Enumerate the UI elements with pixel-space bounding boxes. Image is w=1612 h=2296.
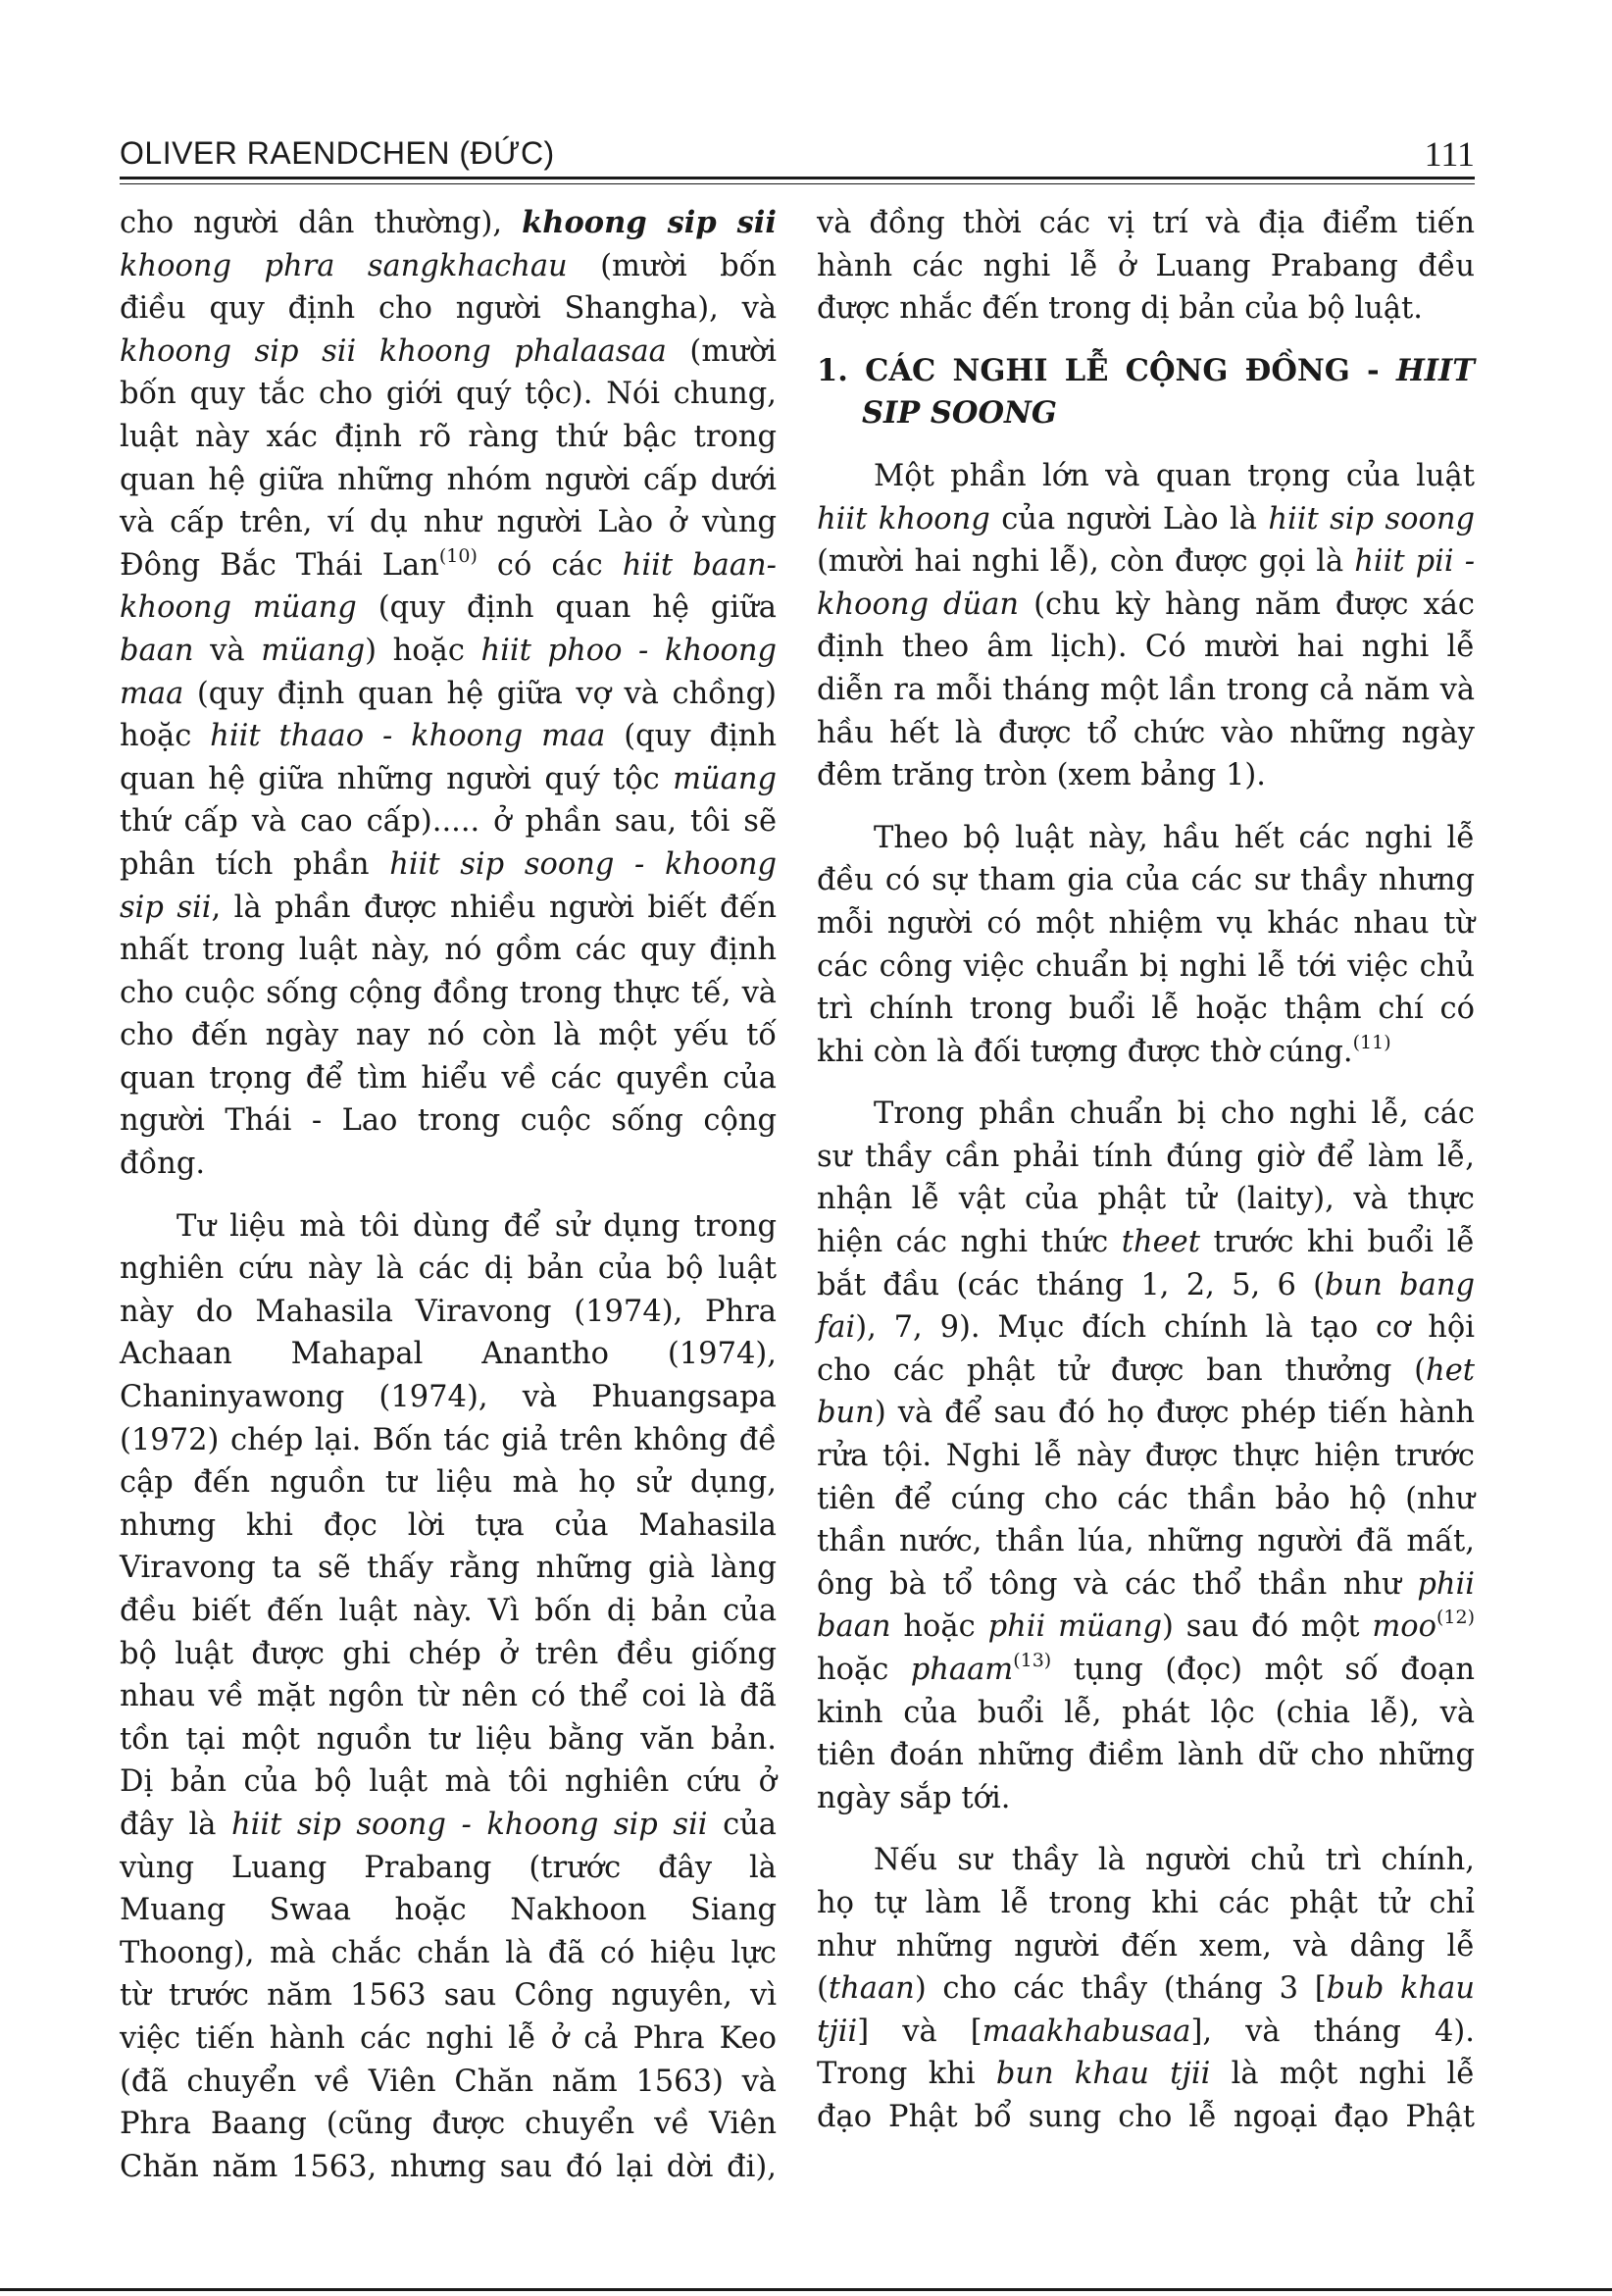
text-line	[817, 287, 1475, 331]
text-run: ) sau đó một	[1162, 1609, 1373, 1645]
text-line	[120, 800, 777, 843]
text-run: (đã chuyển về Viên Chăn năm 1563) và	[120, 2064, 777, 2099]
text-run: hoặc	[817, 1653, 911, 1687]
emphasis-run: phaam	[910, 1653, 1014, 1687]
text-run: của người Lào là	[989, 501, 1269, 536]
text-run: định theo âm lịch). Có mười hai nghi lễ	[817, 630, 1475, 665]
emphasis-run: bub khau	[1326, 1971, 1476, 2007]
text-run: cho người dân thường),	[120, 206, 523, 240]
text-line	[120, 2146, 777, 2189]
text-line	[817, 1306, 1475, 1350]
text-line	[120, 1248, 777, 1291]
text-line	[817, 1221, 1475, 1264]
text-run: nghiên cứu này là các dị bản của bộ luật	[120, 1251, 777, 1287]
text-line	[817, 1520, 1475, 1563]
text-line	[120, 416, 777, 459]
text-line	[120, 1760, 777, 1804]
header-rule-thin	[120, 183, 1475, 184]
emphasis-run: khoong sip sii khoong phalaasaa	[120, 333, 667, 369]
emphasis-run: hiit sip soong - khoong sip sii	[230, 1807, 708, 1842]
text-run: (1972) chép lại. Bốn tác giả trên không đề	[120, 1422, 777, 1457]
text-line	[817, 1392, 1475, 1435]
text-line	[120, 972, 777, 1015]
paragraph-gap	[817, 1073, 1475, 1093]
text-run: Chăn năm 1563, nhưng sau đó lại dời đi),	[120, 2149, 777, 2184]
text-line	[120, 1974, 777, 2017]
text-run: Dị bản của bộ luật mà tôi nghiên cứu ở	[120, 1764, 777, 1800]
text-run: đều biết đến luật này. Vì bốn dị bản của	[120, 1594, 777, 1628]
text-line	[817, 754, 1475, 797]
emphasis-run: bun bang	[1325, 1267, 1475, 1302]
paragraph-gap	[120, 1186, 777, 1205]
emphasis-run: sip sii	[120, 890, 212, 925]
text-run: nhất trong luật này, nó gồm các quy định	[120, 933, 777, 968]
text-run: 1. CÁC NGHI LỄ CỘNG ĐỒNG -	[817, 352, 1396, 388]
paragraph-gap	[817, 1819, 1475, 1839]
text-run: Muang Swaa hoặc Nakhoon Siang	[120, 1893, 777, 1928]
text-line	[120, 1291, 777, 1334]
emphasis-run: phii	[1417, 1566, 1475, 1602]
text-run: quan hệ giữa những nhóm người cấp dưới	[120, 462, 777, 497]
paragraph-gap	[817, 331, 1475, 350]
emphasis-run: maa	[120, 676, 184, 711]
text-run: điều quy định cho người Shangha), và	[120, 291, 777, 327]
text-run: đồng.	[120, 1147, 206, 1182]
text-line	[817, 988, 1475, 1031]
text-line	[120, 1014, 777, 1057]
text-line	[120, 287, 777, 331]
right-column	[817, 202, 1475, 2139]
text-line	[120, 887, 777, 930]
text-run: đạo Phật bổ sung cho lễ ngoại đạo Phật	[817, 2099, 1475, 2134]
text-run: có các	[477, 547, 623, 583]
text-line	[120, 459, 777, 502]
text-run: (mười	[666, 333, 777, 369]
text-line	[120, 1718, 777, 1761]
text-run: quan trọng để tìm hiểu về các quyền của	[120, 1060, 777, 1096]
text-line	[120, 373, 777, 416]
text-line	[120, 1889, 777, 1932]
emphasis-run: SIP SOONG	[862, 395, 1057, 432]
text-line	[120, 2017, 777, 2061]
text-line	[817, 1649, 1475, 1692]
text-run: họ tự làm lễ trong khi các phật tử chỉ	[817, 1885, 1475, 1920]
text-line	[817, 2053, 1475, 2096]
text-line	[817, 859, 1475, 902]
text-line	[817, 1178, 1475, 1221]
text-line	[120, 1419, 777, 1462]
footnote-ref: (11)	[1352, 1031, 1391, 1053]
text-run: và đồng thời các vị trí và địa điểm tiến	[817, 206, 1475, 240]
left-column	[120, 202, 777, 2188]
text-line	[817, 1839, 1475, 1882]
text-run: nhau về mặt ngôn từ nên có thể coi là đã	[120, 1679, 777, 1714]
text-line	[120, 544, 777, 587]
text-run: vùng Luang Prabang (trước đây là	[120, 1850, 777, 1885]
text-line	[120, 1675, 777, 1718]
text-run: tồn tại một nguồn tư liệu bằng văn bản.	[120, 1721, 777, 1757]
text-run: này do Mahasila Viravong (1974), Phra	[120, 1294, 777, 1329]
text-run: khi còn là đối tượng được thờ cúng.	[817, 1034, 1353, 1069]
text-run: (chu kỳ hàng năm được xác	[1019, 587, 1475, 622]
text-line	[817, 2011, 1475, 2054]
text-run: tụng (đọc) một số đoạn	[1051, 1653, 1475, 1687]
text-line	[120, 331, 777, 374]
text-run: rửa tội. Nghi lễ này được thực hiện trước	[817, 1439, 1475, 1474]
text-run: cập đến nguồn tư liệu mà họ sử dụng,	[120, 1465, 777, 1501]
emphasis-run: hiit khoong	[817, 501, 990, 536]
text-line	[817, 540, 1475, 584]
emphasis-run: müang	[673, 761, 777, 796]
text-run: Phra Baang (cũng được chuyển về Viên	[120, 2107, 777, 2142]
emphasis-run: bun	[817, 1396, 875, 1431]
text-run: ), 7, 9). Mục đích chính là tạo cơ hội	[855, 1310, 1475, 1346]
text-run: ] và [	[857, 2014, 982, 2049]
emphasis-run: hiit baan-	[622, 547, 777, 583]
emphasis-run: moo	[1372, 1609, 1436, 1645]
bottom-rule	[0, 2288, 1612, 2291]
text-run: Viravong ta sẽ thấy rằng những già làng	[120, 1551, 777, 1586]
text-line	[817, 1606, 1475, 1649]
text-run: người Thái - Lao trong cuộc sống cộng	[120, 1103, 777, 1139]
text-run: tiên đoán những điềm lành dữ cho những	[817, 1738, 1475, 1773]
text-line	[120, 630, 777, 673]
text-run: (	[817, 1971, 829, 2007]
emphasis-run: hiit sip soong	[1268, 501, 1476, 536]
text-run: và	[193, 633, 262, 668]
text-line	[120, 1505, 777, 1548]
text-run: Theo bộ luật này, hầu hết các nghi lễ	[874, 820, 1475, 855]
text-line	[817, 945, 1475, 989]
emphasis-run: hiit thaao - khoong maa	[210, 719, 606, 754]
text-line	[817, 712, 1475, 755]
text-run: thần nước, thần lúa, những người đã mất,	[817, 1524, 1475, 1559]
text-run: Một phần lớn và quan trọng của luật	[874, 458, 1475, 493]
text-line	[120, 758, 777, 801]
text-run: và cấp trên, ví dụ như người Lào ở vùng	[120, 505, 777, 540]
paragraph-gap	[817, 435, 1475, 455]
emphasis-run: fai	[817, 1310, 856, 1346]
text-line	[817, 1882, 1475, 1925]
text-run: của	[707, 1807, 777, 1842]
emphasis-run: maakhabusaa	[982, 2014, 1191, 2049]
text-run: (mười hai nghi lễ), còn được gọi là	[817, 544, 1355, 580]
text-run: được nhắc đến trong dị bản của bộ luật.	[817, 291, 1423, 327]
text-run: hiện các nghi thức	[817, 1225, 1122, 1260]
text-line	[817, 202, 1475, 245]
text-line	[120, 1633, 777, 1676]
text-line	[120, 929, 777, 972]
text-line	[817, 1967, 1475, 2011]
text-run: (quy định quan hệ giữa	[356, 590, 777, 626]
emphasis-run: müang	[261, 633, 366, 668]
text-line	[120, 245, 777, 288]
text-line	[817, 1925, 1475, 1968]
text-line	[120, 1932, 777, 1975]
text-run: ], và tháng 4).	[1190, 2014, 1475, 2049]
text-run: đều có sự tham gia của các sư thầy nhưng	[817, 863, 1475, 898]
text-line	[120, 1461, 777, 1505]
text-run: đêm trăng tròn (xem bảng 1).	[817, 758, 1266, 793]
text-line	[817, 669, 1475, 712]
text-line	[817, 1478, 1475, 1521]
text-run: Achaan Mahapal Anantho (1974),	[120, 1337, 777, 1372]
text-line	[817, 455, 1475, 498]
emphasis-run: theet	[1121, 1225, 1200, 1260]
emphasis-run: khoong phra sangkhachau	[120, 248, 568, 283]
text-line	[817, 1563, 1475, 1607]
text-line	[120, 843, 777, 887]
header-rule	[120, 177, 1475, 179]
text-line	[817, 1350, 1475, 1393]
text-run: bốn quy tắc cho giới quý tộc). Nói chung,	[120, 377, 777, 412]
emphasis-run: bun khau tjii	[995, 2057, 1211, 2092]
emphasis-run: hiit phoo - khoong	[480, 633, 778, 668]
emphasis-run: phii müang	[987, 1609, 1163, 1645]
page-header	[120, 129, 1475, 173]
text-run: (quy định quan hệ giữa vợ và chồng)	[183, 676, 777, 711]
text-line	[817, 1777, 1475, 1820]
text-line	[120, 1143, 777, 1186]
text-run: hoặc	[120, 719, 211, 754]
text-line	[817, 1031, 1475, 1074]
section-heading-line	[817, 350, 1475, 393]
running-head: OLIVER RAENDCHEN (ĐỨC)	[120, 135, 555, 171]
text-run: hầu hết là được tổ chức vào những ngày	[817, 715, 1475, 750]
text-line	[120, 2103, 777, 2146]
text-run: (quy định	[605, 719, 778, 754]
text-line	[817, 1264, 1475, 1307]
emphasis-run: HIIT	[1395, 352, 1475, 388]
text-run: quan hệ giữa những người quý tộc	[120, 761, 674, 796]
text-run: ) và để sau đó họ được phép tiến hành	[874, 1396, 1475, 1431]
text-run: tiên để cúng cho các thần bảo hộ (như	[817, 1481, 1475, 1516]
emphasis-run: khoong sip sii	[522, 205, 777, 240]
text-line	[120, 1057, 777, 1100]
text-run: diễn ra mỗi tháng một lần trong cả năm và	[817, 672, 1475, 707]
text-run: phân tích phần	[120, 846, 390, 882]
footnote-ref: (13)	[1013, 1649, 1052, 1671]
text-run: ) hoặc	[365, 633, 481, 668]
page-number: 111	[1424, 134, 1475, 174]
text-run: kinh của buổi lễ, phát lộc (chia lễ), và	[817, 1695, 1475, 1730]
text-run: luật này xác định rõ ràng thứ bậc trong	[120, 419, 777, 454]
text-run: ông bà tổ tông và các thổ thần như	[817, 1566, 1418, 1602]
text-line	[120, 1099, 777, 1143]
text-line	[817, 902, 1475, 945]
text-run: trước khi buổi lễ	[1200, 1225, 1475, 1260]
text-line	[817, 1093, 1475, 1136]
text-run: nhận lễ vật của phật tử (laity), và thực	[817, 1182, 1475, 1217]
text-run: là một nghi lễ	[1210, 2057, 1475, 2092]
text-line	[120, 1547, 777, 1590]
emphasis-run: tjii	[817, 2014, 858, 2049]
text-run: ) cho các thầy (tháng 3 [	[914, 1971, 1327, 2007]
emphasis-run: het	[1426, 1352, 1475, 1388]
text-run: từ trước năm 1563 sau Công nguyên, vì	[120, 1978, 777, 2014]
text-line	[120, 2061, 777, 2104]
emphasis-run: hiit sip soong - khoong	[389, 846, 777, 882]
text-run: nhưng khi đọc lời tựa của Mahasila	[120, 1507, 777, 1543]
text-run: Trong khi	[817, 2057, 996, 2092]
text-run: Tư liệu mà tôi dùng để sử dụng trong	[176, 1208, 777, 1244]
emphasis-run: hiit pii -	[1354, 544, 1476, 580]
text-line	[817, 1692, 1475, 1735]
text-run: cho các phật tử được ban thưởng (	[817, 1352, 1427, 1388]
text-run: thứ cấp và cao cấp)..... ở phần sau, tôi sẽ	[120, 804, 777, 840]
text-line	[120, 1333, 777, 1376]
text-run: cho đến ngày nay nó còn là một yếu tố	[120, 1018, 777, 1053]
text-run: như những người đến xem, và dâng lễ	[817, 1928, 1475, 1964]
text-run: bộ luật được ghi chép ở trên đều giống	[120, 1636, 777, 1671]
text-run: Đông Bắc Thái Lan	[120, 547, 439, 583]
text-line	[120, 1590, 777, 1633]
footnote-ref: (12)	[1436, 1607, 1475, 1629]
text-line	[120, 1376, 777, 1419]
text-line	[120, 1205, 777, 1249]
text-line	[817, 584, 1475, 627]
text-run: bắt đầu (các tháng 1, 2, 5, 6 (	[817, 1267, 1326, 1302]
text-run: hoặc	[890, 1609, 988, 1645]
text-line	[120, 202, 777, 245]
text-run: (mười bốn	[567, 248, 777, 283]
text-run: Chaninyawong (1974), và Phuangsapa	[120, 1380, 777, 1415]
text-run: trì chính trong buổi lễ hoặc thậm chí có	[817, 992, 1475, 1027]
emphasis-run: baan	[817, 1609, 891, 1645]
text-run: hành các nghi lễ ở Luang Prabang đều	[817, 248, 1475, 283]
text-line	[817, 2096, 1475, 2139]
section-heading-line	[817, 392, 1475, 435]
text-line	[817, 1734, 1475, 1777]
text-run: các công việc chuẩn bị nghi lễ tới việc chủ	[817, 948, 1475, 984]
text-run: ngày sắp tới.	[817, 1780, 1011, 1815]
text-line	[120, 587, 777, 630]
text-run: , là phần được nhiều người biết đến	[211, 890, 777, 925]
text-run: đây là	[120, 1807, 231, 1842]
emphasis-run: khoong düan	[817, 587, 1020, 622]
emphasis-run: khoong müang	[120, 590, 357, 626]
text-run: Nếu sư thầy là người chủ trì chính,	[874, 1843, 1475, 1878]
text-line	[817, 498, 1475, 541]
text-run: mỗi người có một nhiệm vụ khác nhau từ	[817, 905, 1475, 941]
text-line	[817, 817, 1475, 860]
emphasis-run: thaan	[828, 1971, 915, 2007]
text-line	[817, 1435, 1475, 1478]
paragraph-gap	[817, 797, 1475, 817]
emphasis-run: baan	[120, 633, 194, 668]
text-line	[120, 1804, 777, 1847]
text-run: việc tiến hành các nghi lễ ở cả Phra Keo	[120, 2020, 777, 2056]
text-line	[817, 1136, 1475, 1179]
text-line	[817, 626, 1475, 669]
text-line	[120, 673, 777, 716]
text-line	[120, 715, 777, 758]
text-run: cho cuộc sống cộng đồng trong thực tế, và	[120, 975, 777, 1010]
text-line	[120, 501, 777, 544]
text-run: sư thầy cần phải tính đúng giờ để làm lễ,	[817, 1139, 1475, 1174]
text-line	[817, 245, 1475, 288]
text-line	[120, 1847, 777, 1890]
text-run: Thoong), mà chắc chắn là đã có hiệu lực	[120, 1935, 777, 1970]
text-run: Trong phần chuẩn bị cho nghi lễ, các	[874, 1097, 1475, 1132]
footnote-ref: (10)	[438, 544, 478, 567]
